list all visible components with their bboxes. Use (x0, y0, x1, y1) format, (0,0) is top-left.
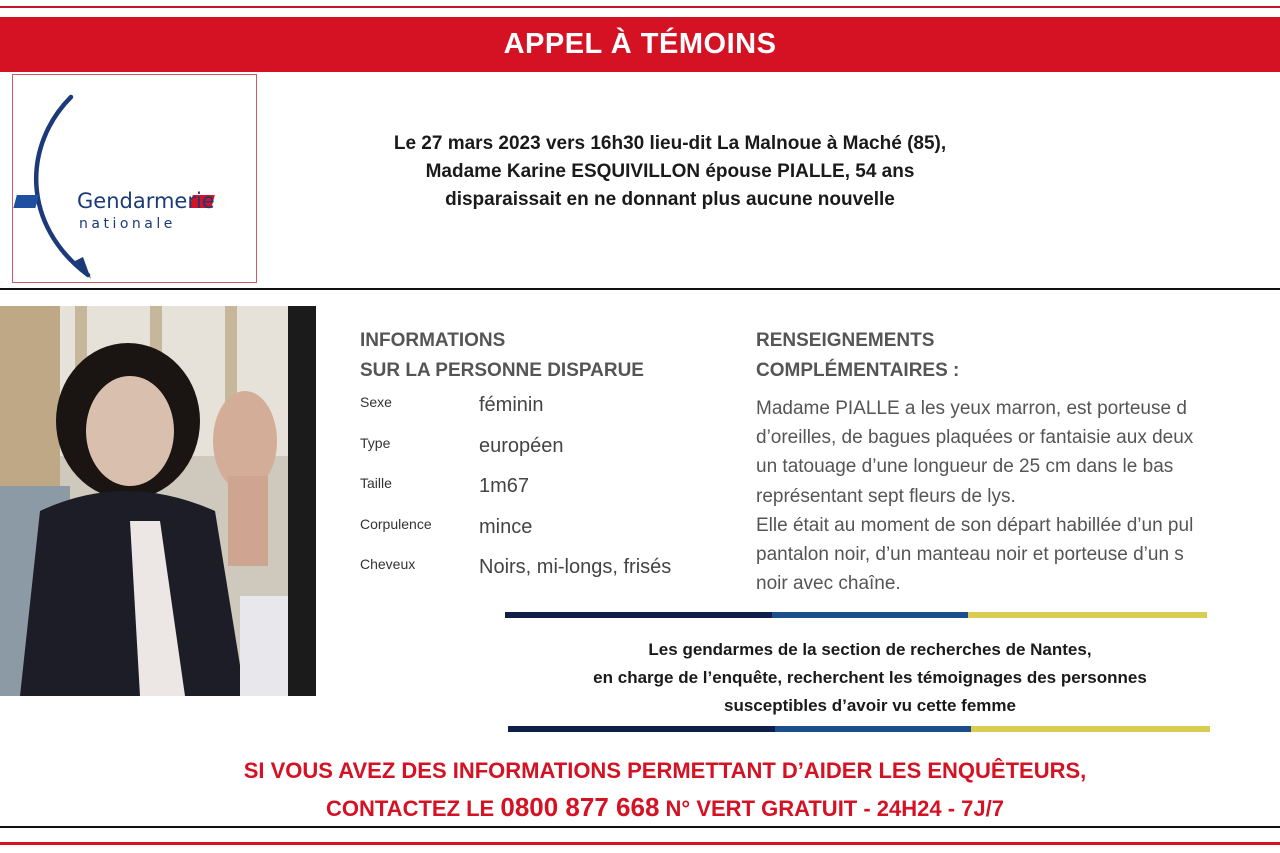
footer-line-black (0, 826, 1280, 828)
info-value: européen (479, 434, 564, 457)
renseignements-line: pantalon noir, d’un manteau noir et porteuse d’un s (756, 544, 1184, 566)
renseignements-line: un tatouage d’une longueur de 25 cm dans le bas (756, 456, 1174, 478)
info-row-corpulence (360, 514, 730, 555)
cta-phone-number[interactable]: 0800 877 668 (500, 792, 660, 822)
logo-arc (36, 97, 88, 275)
tricolor-divider-top (505, 612, 1207, 618)
info-row-type (360, 433, 730, 474)
renseignements-line: représentant sept fleurs de lys. (756, 485, 1016, 507)
info-value: Noirs, mi-longs, frisés (479, 556, 672, 578)
tricolor-divider-bottom (508, 726, 1210, 732)
info-table (360, 392, 730, 595)
appeal-line: susceptibles d’avoir vu cette femme (724, 696, 1016, 715)
logo-line2: nationale (79, 216, 176, 232)
info-title (360, 326, 644, 386)
cta-line2 (0, 789, 1280, 827)
call-to-action (0, 753, 1280, 827)
renseignements-title (756, 326, 959, 386)
missing-person-photo (0, 306, 316, 696)
intro-line: Madame Karine ESQUIVILLON épouse PIALLE, 54 ans (425, 161, 915, 182)
info-key: Corpulence (360, 515, 432, 532)
info-title-line2: SUR LA PERSONNE DISPARUE (360, 360, 644, 381)
info-key: Sexe (360, 394, 392, 410)
renseignements-line: Elle était au moment de son départ habillée d’un pul (756, 514, 1194, 536)
cta-line1: SI VOUS AVEZ DES INFORMATIONS PERMETTANT D’AIDER LES ENQUÊTEURS, (243, 758, 1087, 783)
info-value: féminin (479, 394, 544, 416)
info-key: Taille (360, 475, 392, 491)
info-value: mince (479, 515, 533, 538)
info-row-cheveux (360, 554, 730, 595)
footer-line-red (0, 842, 1280, 845)
renseignements-title-line2: COMPLÉMENTAIRES : (756, 360, 960, 381)
info-row-sexe (360, 392, 730, 433)
renseignements-body (756, 394, 1280, 599)
top-red-line (0, 6, 1280, 8)
info-key: Cheveux (360, 556, 416, 572)
intro-line: disparaissait en ne donnant plus aucune nouvelle (445, 189, 895, 210)
appeal-line: Les gendarmes de la section de recherches de Nantes, (648, 640, 1092, 659)
logo-blue-flag (13, 195, 38, 208)
renseignements-line: noir avec chaîne. (756, 573, 901, 595)
info-row-taille (360, 473, 730, 514)
gendarmerie-logo-box (12, 74, 257, 283)
banner (0, 17, 1280, 72)
logo-line1: Gendarmerie (77, 189, 215, 213)
photo-illustration (0, 306, 316, 696)
appeal-message (510, 636, 1230, 720)
info-value: 1m67 (479, 475, 530, 497)
intro-line: Le 27 mars 2023 vers 16h30 lieu-dit La Malnoue à Maché (85), (393, 133, 947, 154)
appeal-line: en charge de l’enquête, recherchent les témoignages des personnes (593, 668, 1147, 687)
cta-prefix: CONTACTEZ LE (325, 796, 495, 821)
banner-title: APPEL À TÉMOINS (503, 28, 777, 60)
info-title-line1: INFORMATIONS (360, 330, 506, 351)
gendarmerie-logo (13, 75, 258, 284)
renseignements-line: Madame PIALLE a les yeux marron, est porteuse d (756, 398, 1187, 419)
cta-suffix: N° VERT GRATUIT - 24H24 - 7J/7 (665, 796, 1004, 821)
intro-text (330, 130, 1010, 214)
renseignements-line: d’oreilles, de bagues plaquées or fantaisie aux deux (756, 427, 1194, 449)
renseignements-title-line1: RENSEIGNEMENTS (756, 330, 935, 351)
info-key: Type (360, 434, 391, 451)
separator-line (0, 288, 1280, 290)
